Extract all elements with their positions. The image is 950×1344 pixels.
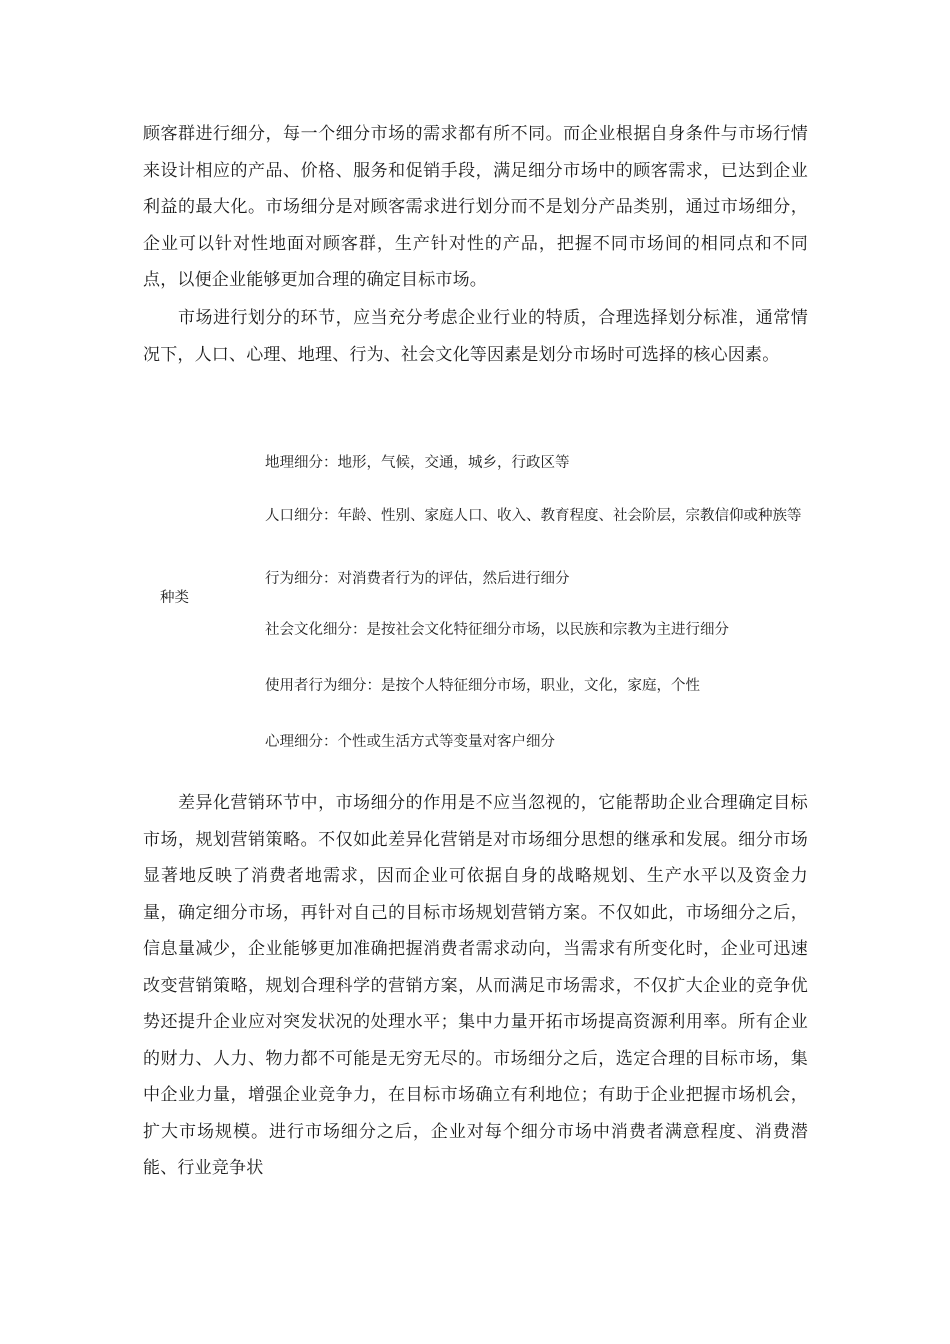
category-item-geographic: 地理细分：地形，气候，交通，城乡，行政区等 [265,455,570,471]
body-paragraph-division-factors: 市场进行划分的环节，应当充分考虑企业行业的特质，合理选择划分标准，通常情况下，人口、心理、地理、行为、社会文化等因素是划分市场时可选择的核心因素。 [143,308,808,365]
category-item-user-behavior: 使用者行为细分：是按个人特征细分市场，职业，文化，家庭，个性 [265,678,700,694]
body-paragraph-differentiated-marketing: 差异化营销环节中，市场细分的作用是不应当忽视的，它能帮助企业合理确定目标市场，规划营销策略。不仅如此差异化营销是对市场细分思想的继承和发展。细分市场显著地反映了消费者地需求，因而企业可依据自身的战略规划、生产水平以及资金力量，确定细分市场，再针对自己的目标市场规划营销方案。不仅如此，市场细分之后，信息量减少，企业能够更加准确把握消费者需求动向，当需求有所变化时，企业可迅速改变营销策略，规划合理科学的营销方案，从而满足市场需求，不仅扩大企业的竞争优势还提升企业应对突发状况的处理水平；集中力量开拓市场提高资源利用率。所有企业的财力、人力、物力都不可能是无穷无尽的。市场细分之后，选定合理的目标市场，集中企业力量，增强企业竞争力，在目标市场确立有利地位；有助于企业把握市场机会，扩大市场规模。进行市场细分之后，企业对每个细分市场中消费者满意程度、消费潜能、行业竞争状 [143,793,808,1178]
category-label: 种类 [160,590,189,606]
category-item-sociocultural: 社会文化细分：是按社会文化特征细分市场，以民族和宗教为主进行细分 [265,622,729,638]
category-item-demographic: 人口细分：年龄、性别、家庭人口、收入、教育程度、社会阶层，宗教信仰或种族等 [265,508,802,524]
body-paragraph-continued: 顾客群进行细分，每一个细分市场的需求都有所不同。而企业根据自身条件与市场行情来设计相应的产品、价格、服务和促销手段，满足细分市场中的顾客需求，已达到企业利益的最大化。市场细分是对顾客需求进行划分而不是划分产品类别，通过市场细分，企业可以针对性地面对顾客群，生产针对性的产品，把握不同市场间的相同点和不同点，以便企业能够更加合理的确定目标市场。 [143,124,808,290]
category-item-behavioral: 行为细分：对消费者行为的评估，然后进行细分 [265,571,570,587]
category-item-psychographic: 心理细分：个性或生活方式等变量对客户细分 [265,734,555,750]
